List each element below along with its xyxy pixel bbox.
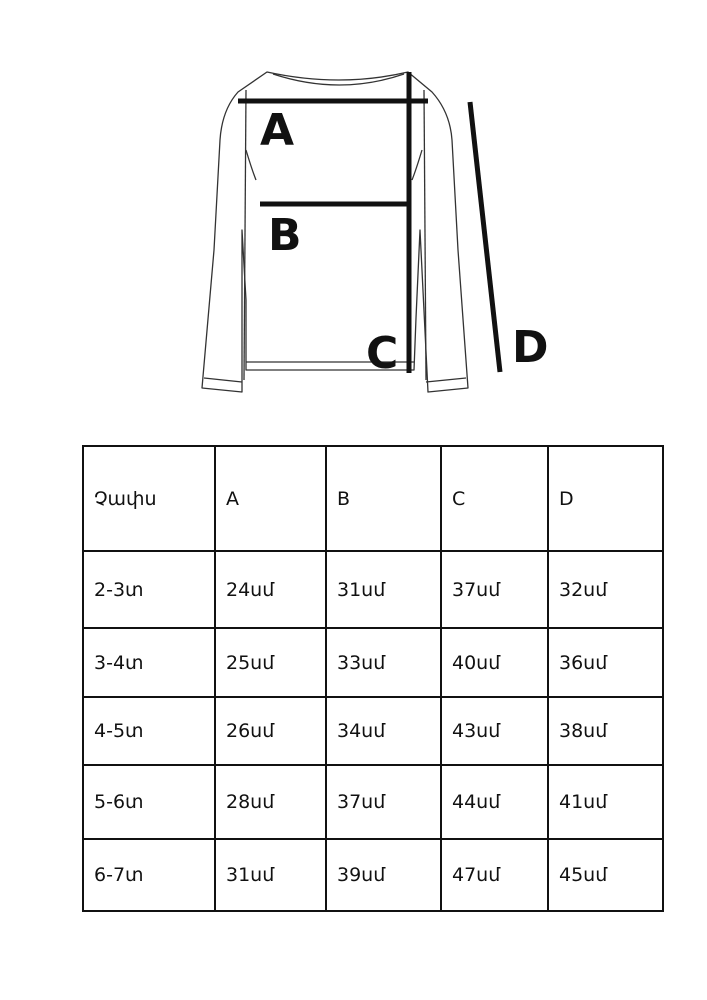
table-cell: 40սմ [441, 628, 548, 697]
header-d: D [548, 446, 663, 551]
label-a: A [260, 105, 295, 156]
size-table [82, 445, 664, 912]
label-c: C [366, 328, 399, 379]
table-cell: 39սմ [326, 839, 441, 911]
table-cell: 25սմ [215, 628, 326, 697]
table-row [83, 839, 663, 911]
table-cell: 28սմ [215, 765, 326, 839]
measure-line-d [470, 102, 500, 372]
header-a: A [215, 446, 326, 551]
table-row [83, 697, 663, 765]
table-cell: 2-3տ [83, 551, 215, 628]
table-cell: 44սմ [441, 765, 548, 839]
table-cell: 47սմ [441, 839, 548, 911]
table-cell: 34սմ [326, 697, 441, 765]
sweater-outline [202, 72, 468, 392]
table-cell: 38սմ [548, 697, 663, 765]
table-row [83, 551, 663, 628]
table-cell: 36սմ [548, 628, 663, 697]
table-cell: 24սմ [215, 551, 326, 628]
garment-diagram [0, 0, 707, 420]
table-cell: 43սմ [441, 697, 548, 765]
table-cell: 31սմ [326, 551, 441, 628]
label-d: D [512, 322, 549, 373]
table-cell: 26սմ [215, 697, 326, 765]
label-b: B [268, 210, 302, 261]
table-row [83, 765, 663, 839]
table-cell: 37սմ [441, 551, 548, 628]
table-cell: 4-5տ [83, 697, 215, 765]
header-c: C [441, 446, 548, 551]
table-cell: 3-4տ [83, 628, 215, 697]
sweater-illustration [0, 0, 707, 420]
table-header-row [83, 446, 663, 551]
table-cell: 31սմ [215, 839, 326, 911]
header-size: Չափս [83, 446, 215, 551]
header-b: B [326, 446, 441, 551]
table-row [83, 628, 663, 697]
table-cell: 37սմ [326, 765, 441, 839]
table-cell: 41սմ [548, 765, 663, 839]
table-cell: 5-6տ [83, 765, 215, 839]
table-cell: 32սմ [548, 551, 663, 628]
table-cell: 45սմ [548, 839, 663, 911]
table-cell: 6-7տ [83, 839, 215, 911]
table-cell: 33սմ [326, 628, 441, 697]
